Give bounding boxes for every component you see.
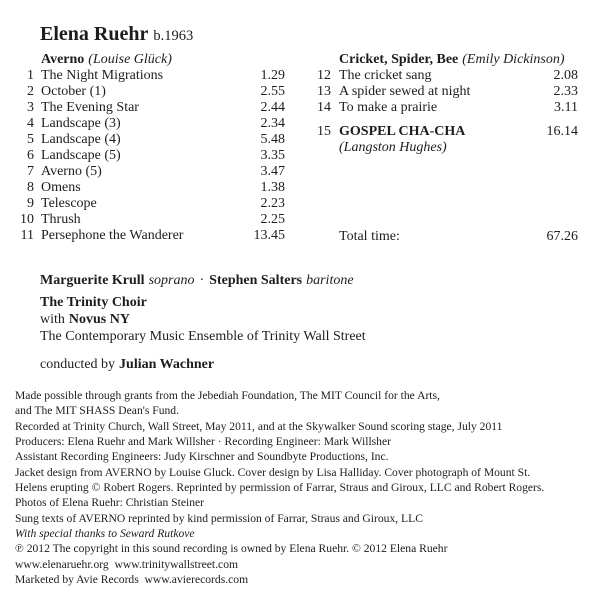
track-author: (Langston Hughes) bbox=[339, 140, 447, 155]
track-number: 12 bbox=[317, 68, 331, 83]
track-number: 5 bbox=[27, 132, 34, 147]
section-heading: Cricket, Spider, Bee bbox=[339, 52, 459, 67]
credit-line: Producers: Elena Ruehr and Mark Willsher · Recording Engineer: Mark Willsher bbox=[15, 435, 391, 449]
track-number: 13 bbox=[317, 84, 331, 99]
track-number: 6 bbox=[27, 148, 34, 163]
track-row-gospel-cha-cha bbox=[311, 124, 578, 140]
composer-birth-year: b.1963 bbox=[153, 28, 194, 44]
track-number: 2 bbox=[27, 84, 34, 99]
credit-line: and The MIT SHASS Dean's Fund. bbox=[15, 404, 179, 418]
page-title bbox=[40, 24, 193, 46]
credit-line: Assistant Recording Engineers: Judy Kirschner and Soundbyte Productions, Inc. bbox=[15, 450, 389, 464]
track-row bbox=[15, 116, 285, 132]
track-time: 2.23 bbox=[260, 196, 285, 211]
track-title: Persephone the Wanderer bbox=[41, 228, 184, 243]
track-time: 3.11 bbox=[554, 100, 578, 115]
track-time: 13.45 bbox=[253, 228, 285, 243]
track-row bbox=[15, 180, 285, 196]
with-prefix: with bbox=[40, 312, 65, 327]
track-title: The cricket sang bbox=[339, 68, 432, 83]
track-title: Landscape (4) bbox=[41, 132, 121, 147]
track-time: 3.47 bbox=[260, 164, 285, 179]
track-title: A spider sewed at night bbox=[339, 84, 471, 99]
track-number: 7 bbox=[27, 164, 34, 179]
conductor-line bbox=[40, 356, 366, 373]
track-row bbox=[15, 148, 285, 164]
track-time: 2.55 bbox=[260, 84, 285, 99]
track-number: 15 bbox=[317, 124, 331, 139]
soloist-role: soprano bbox=[148, 273, 195, 288]
credit-line: Helens erupting © Robert Rogers. Reprinted by permission of Farrar, Straus and Giroux, LLC and Robert Rogers. bbox=[15, 481, 545, 495]
track-row bbox=[311, 100, 578, 116]
track-title: GOSPEL CHA-CHA bbox=[339, 124, 466, 139]
total-time-row bbox=[311, 229, 578, 245]
choir-name: The Trinity Choir bbox=[40, 295, 147, 310]
track-row bbox=[15, 164, 285, 180]
track-row bbox=[15, 228, 285, 244]
section-author: (Emily Dickinson) bbox=[462, 52, 565, 67]
dot-separator: · bbox=[199, 273, 205, 288]
track-time: 2.44 bbox=[260, 100, 285, 115]
track-time: 2.34 bbox=[260, 116, 285, 131]
track-time: 2.25 bbox=[260, 212, 285, 227]
track-row bbox=[311, 84, 578, 100]
track-title: Landscape (5) bbox=[41, 148, 121, 163]
track-number: 1 bbox=[27, 68, 34, 83]
credit-line: Made possible through grants from the Jebediah Foundation, The MIT Council for the Arts, bbox=[15, 389, 440, 402]
track-row bbox=[15, 68, 285, 84]
track-title: Landscape (3) bbox=[41, 116, 121, 131]
section-header-averno bbox=[15, 52, 285, 68]
track-row bbox=[15, 212, 285, 228]
track-time: 16.14 bbox=[546, 124, 578, 139]
track-time: 5.48 bbox=[260, 132, 285, 147]
track-title: Telescope bbox=[41, 196, 97, 211]
soloists-line bbox=[40, 272, 366, 289]
credit-line-special-thanks: With special thanks to Seward Rutkove bbox=[15, 527, 195, 541]
track-listing bbox=[0, 52, 578, 245]
track-title: Thrush bbox=[41, 212, 81, 227]
credit-line: Jacket design from AVERNO by Louise Gluck. Cover design by Lisa Halliday. Cover photograph of Mount St. bbox=[15, 465, 531, 479]
track-row bbox=[15, 196, 285, 212]
composer-name: Elena Ruehr bbox=[40, 23, 149, 45]
track-number: 3 bbox=[27, 100, 34, 115]
track-column-left bbox=[15, 52, 285, 245]
soloist-role: baritone bbox=[306, 273, 354, 288]
performers-block bbox=[40, 272, 366, 373]
track-title: The Evening Star bbox=[41, 100, 139, 115]
ensemble-name: Novus NY bbox=[68, 312, 130, 327]
track-time: 2.08 bbox=[553, 68, 578, 83]
conductor-name: Julian Wachner bbox=[119, 357, 215, 372]
track-number: 4 bbox=[27, 116, 34, 131]
track-number: 11 bbox=[20, 228, 34, 243]
track-time: 1.29 bbox=[260, 68, 285, 83]
soloist-name: Marguerite Krull bbox=[40, 273, 145, 288]
track-row bbox=[311, 68, 578, 84]
credit-line-copyright: ℗ 2012 The copyright in this sound recording is owned by Elena Ruehr. © 2012 Elena Ruehr bbox=[15, 542, 448, 556]
ensemble-block bbox=[40, 294, 366, 345]
conductor-prefix: conducted by bbox=[40, 357, 116, 372]
total-time-label: Total time: bbox=[339, 229, 400, 244]
track-number: 9 bbox=[27, 196, 34, 211]
section-heading: Averno bbox=[41, 52, 85, 67]
credits-block bbox=[15, 388, 544, 587]
track-row bbox=[15, 100, 285, 116]
credit-line: Photos of Elena Ruehr: Christian Steiner bbox=[15, 496, 205, 510]
with-ensemble-line bbox=[40, 311, 366, 328]
section-author: (Louise Glück) bbox=[88, 52, 172, 67]
track-number: 8 bbox=[27, 180, 34, 195]
ensemble-full-name: The Contemporary Music Ensemble of Trinity Wall Street bbox=[40, 329, 366, 344]
track-row bbox=[15, 132, 285, 148]
track-time: 1.38 bbox=[260, 180, 285, 195]
track-row bbox=[15, 84, 285, 100]
track-number: 10 bbox=[20, 212, 34, 227]
track-title: To make a prairie bbox=[339, 100, 438, 115]
track-time: 3.35 bbox=[260, 148, 285, 163]
soloist-name: Stephen Salters bbox=[209, 273, 303, 288]
track-title: The Night Migrations bbox=[41, 68, 164, 83]
track-number: 14 bbox=[317, 100, 331, 115]
track-time: 2.33 bbox=[553, 84, 578, 99]
credit-line: Recorded at Trinity Church, Wall Street, May 2011, and at the Skywalker Sound scoring stage, July 2011 bbox=[15, 419, 503, 433]
credit-line-websites: www.elenaruehr.org www.trinitywallstreet.com bbox=[15, 557, 239, 571]
credit-line: Sung texts of AVERNO reprinted by kind permission of Farrar, Straus and Giroux, LLC bbox=[15, 511, 423, 525]
track-title: Omens bbox=[41, 180, 81, 195]
credit-line-marketing: Marketed by Avie Records www.avierecords.com bbox=[15, 573, 249, 587]
total-time-value: 67.26 bbox=[546, 229, 578, 244]
track-title: Averno (5) bbox=[41, 164, 102, 179]
track-column-right bbox=[311, 52, 578, 245]
track-title: October (1) bbox=[41, 84, 106, 99]
section-header-cricket-spider-bee bbox=[311, 52, 578, 68]
